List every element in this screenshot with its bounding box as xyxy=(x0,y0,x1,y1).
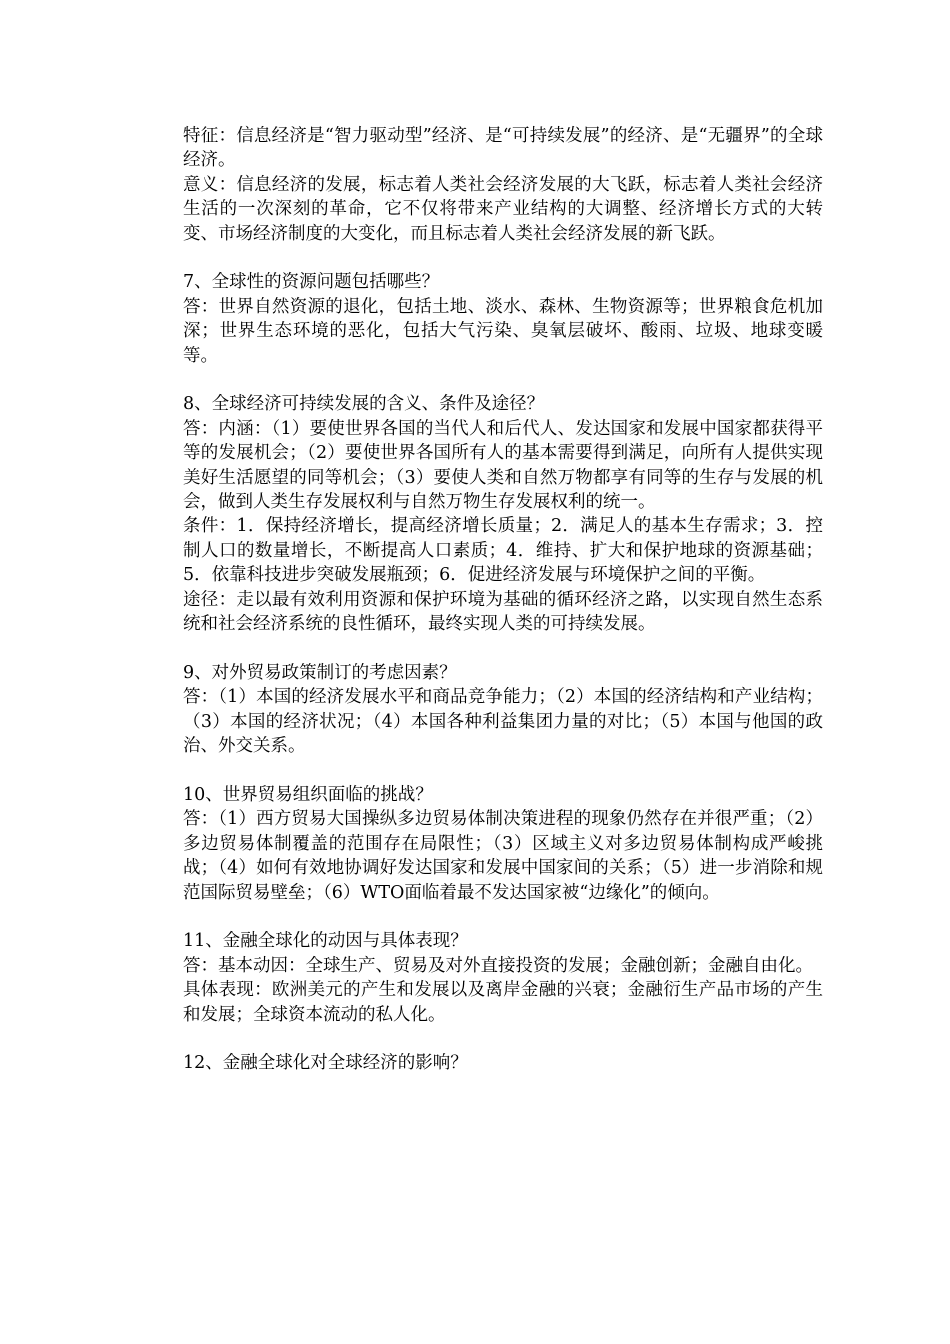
document-paragraph: 7、全球性的资源问题包括哪些？ xyxy=(183,272,440,293)
document-paragraph: 11、金融全球化的动因与具体表现？ xyxy=(183,931,468,952)
document-paragraph: 答：内涵：（1）要使世界各国的当代人和后代人、发达国家和发展中国家都获得平等的发展机会；（2）要使世界各国所有人的基本需要得到满足，向所有人提供实现美好生活愿望的同等机会；（3）要使人类和自然万物都享有同等的生存与发展的机会，做到人类生存发展权利与自然万物生存发展权利的统一。 xyxy=(183,418,823,513)
document-page xyxy=(183,124,823,1076)
document-paragraph: 8、全球经济可持续发展的含义、条件及途径？ xyxy=(183,394,545,415)
document-paragraph: 10、世界贸易组织面临的挑战？ xyxy=(183,784,433,805)
paragraph-spacer xyxy=(183,246,823,270)
document-paragraph: 答：（1）西方贸易大国操纵多边贸易体制决策进程的现象仍然存在并很严重；（2）多边贸易体制覆盖的范围存在局限性；（3）区域主义对多边贸易体制构成严峻挑战；（4）如何有效地协调好发达国家和发展中国家间的关系；（5）进一步消除和规范国际贸易壁垒；（6）WTO面临着最不发达国家被“边缘化”的倾向。 xyxy=(183,809,823,903)
paragraph-spacer xyxy=(183,905,823,929)
document-paragraph: 12、金融全球化对全球经济的影响？ xyxy=(183,1053,468,1074)
document-paragraph: 具体表现：欧洲美元的产生和发展以及离岸金融的兴衰；金融衍生产品市场的产生和发展；全球资本流动的私人化。 xyxy=(183,980,823,1025)
document-paragraph: 条件：1．保持经济增长，提高经济增长质量；2．满足人的基本生存需求；3．控制人口的数量增长，不断提高人口素质；4．维持、扩大和保护地球的资源基础；5．依靠科技进步突破发展瓶颈；6．促进经济发展与环境保护之间的平衡。 xyxy=(183,516,823,586)
document-paragraph: 9、对外贸易政策制订的考虑因素？ xyxy=(183,662,457,683)
paragraph-spacer xyxy=(183,1027,823,1051)
document-paragraph: 答：基本动因：全球生产、贸易及对外直接投资的发展；金融创新；金融自由化。 xyxy=(183,955,813,976)
paragraph-spacer xyxy=(183,368,823,392)
document-paragraph: 特征：信息经济是“智力驱动型”经济、是“可持续发展”的经济、是“无疆界”的全球经济。 xyxy=(183,126,823,171)
document-paragraph: 答：（1）本国的经济发展水平和商品竞争能力；（2）本国的经济结构和产业结构；（3）本国的经济状况；（4）本国各种利益集团力量的对比；（5）本国与他国的政治、外交关系。 xyxy=(183,687,823,757)
document-paragraph: 途径：走以最有效利用资源和保护环境为基础的循环经济之路，以实现自然生态系统和社会经济系统的良性循环，最终实现人类的可持续发展。 xyxy=(183,589,823,635)
document-paragraph: 意义：信息经济的发展，标志着人类社会经济发展的大飞跃，标志着人类社会经济生活的一次深刻的革命，它不仅将带来产业结构的大调整、经济增长方式的大转变、市场经济制度的大变化，而且标志着人类社会经济发展的新飞跃。 xyxy=(183,174,823,244)
document-paragraph: 答：世界自然资源的退化，包括土地、淡水、森林、生物资源等；世界粮食危机加深；世界生态环境的恶化，包括大气污染、臭氧层破坏、酸雨、垃圾、地球变暖等。 xyxy=(183,296,823,366)
paragraph-spacer xyxy=(183,759,823,783)
paragraph-spacer xyxy=(183,637,823,661)
